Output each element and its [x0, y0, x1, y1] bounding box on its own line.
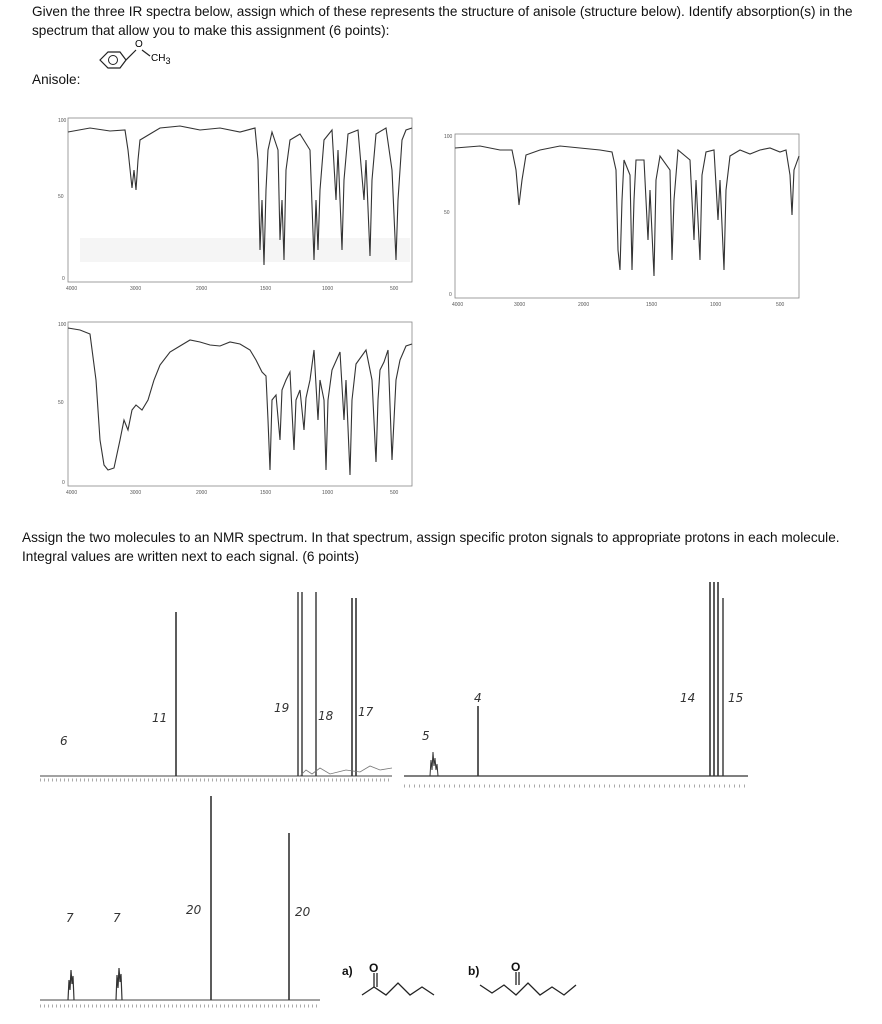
- ir2-x-tick: 2000: [578, 302, 590, 308]
- ir2-y-bottom: 0: [449, 292, 452, 298]
- nmr-c-integral: 20: [186, 903, 202, 917]
- molecule-a-label: a): [342, 964, 353, 978]
- anisole-oxygen: O: [135, 39, 143, 50]
- molecule-b-skeleton: [480, 983, 576, 995]
- ir2-x-tick: 1500: [646, 302, 658, 308]
- molecule-a-oxygen: O: [369, 961, 379, 975]
- ir1-x-tick: 500: [390, 286, 399, 292]
- nmr-c-integral: 20: [295, 905, 311, 919]
- ir1-x-tick: 4000: [66, 286, 78, 292]
- ir1-x-tick: 2000: [196, 286, 208, 292]
- ir3-x-tick: 500: [390, 490, 399, 496]
- ir1-y-bottom: 0: [62, 276, 65, 282]
- nmr-b-integral: 5: [422, 729, 430, 743]
- ir3-y-mid: 50: [58, 400, 64, 406]
- anisole-methyl-subscript: 3: [165, 56, 171, 66]
- ir1-x-tick: 1500: [260, 286, 272, 292]
- ir2-x-tick: 500: [776, 302, 785, 308]
- ir1-x-tick: 3000: [130, 286, 142, 292]
- molecule-a-skeleton: [362, 983, 434, 995]
- nmr-b-integral: 4: [474, 691, 482, 705]
- molecule-b-label: b): [468, 964, 480, 978]
- question-2-text: Assign the two molecules to an NMR spectrum. In that spectrum, assign specific proton signals to appropriate protons in each molecule. Integral values are written next to each signal. (6 points): [22, 530, 840, 564]
- ir1-y-mid: 50: [58, 194, 64, 200]
- nmr-a-integral: 17: [358, 705, 374, 719]
- nmr-a-integral: 11: [152, 711, 168, 725]
- anisole-methyl: CH: [151, 53, 166, 64]
- ir2-y-top: 100: [444, 134, 453, 140]
- ir1-x-tick: 1000: [322, 286, 334, 292]
- nmr-b-integral: 14: [680, 691, 696, 705]
- ir3-y-bottom: 0: [62, 480, 65, 486]
- ir2-x-tick: 1000: [710, 302, 722, 308]
- ir3-x-tick: 1500: [260, 490, 272, 496]
- ir3-x-tick: 1000: [322, 490, 334, 496]
- ir2-x-tick: 3000: [514, 302, 526, 308]
- question-1-text: Given the three IR spectra below, assign which of these represents the structure of anisole (structure below). Identify absorption(s) in the spectrum that allow you to make this assignment (6 points):: [32, 4, 853, 38]
- nmr-c-integral: 7: [113, 911, 121, 925]
- ir3-x-tick: 3000: [130, 490, 142, 496]
- ir1-y-top: 100: [58, 118, 67, 124]
- nmr-a-integral: 18: [318, 709, 334, 723]
- ir2-x-tick: 4000: [452, 302, 464, 308]
- ir3-x-tick: 2000: [196, 490, 208, 496]
- nmr-a-integral: 19: [274, 701, 290, 715]
- nmr-c-integral: 7: [66, 911, 74, 925]
- nmr-b-integral: 15: [728, 691, 744, 705]
- ir3-x-tick: 4000: [66, 490, 78, 496]
- nmr-a-integral: 6: [60, 734, 68, 748]
- ir2-y-mid: 50: [444, 210, 450, 216]
- anisole-label: Anisole:: [32, 72, 81, 87]
- molecule-b-oxygen: O: [511, 960, 521, 974]
- ir3-y-top: 100: [58, 322, 67, 328]
